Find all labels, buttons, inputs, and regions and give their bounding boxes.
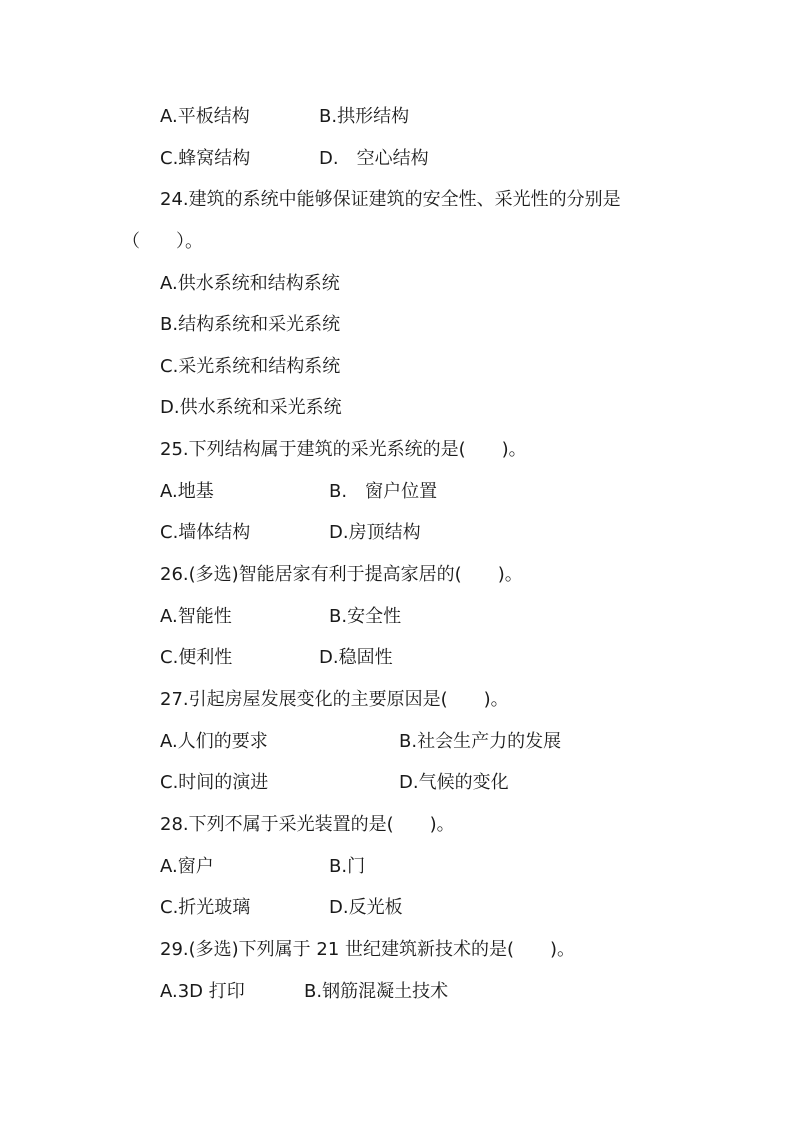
q23-option-a: A.平板结构 (160, 106, 250, 127)
q26-option-d: D.稳固性 (319, 647, 393, 668)
q26-option-c: C.便利性 (160, 647, 233, 668)
q25-option-d: D.房顶结构 (329, 522, 421, 543)
q24-option-c: C.采光系统和结构系统 (160, 356, 341, 377)
q27-option-d: D.气候的变化 (399, 772, 509, 793)
q28-stem: 28.下列不属于采光装置的是( )。 (160, 814, 455, 835)
q27-option-c: C.时间的演进 (160, 772, 269, 793)
q23-option-b: B.拱形结构 (319, 106, 410, 127)
q24-option-b: B.结构系统和采光系统 (160, 314, 341, 335)
q25-option-a: A.地基 (160, 481, 214, 502)
q29-option-a: A.3D 打印 (160, 981, 245, 1002)
q29-stem: 29.(多选)下列属于 21 世纪建筑新技术的是( )。 (160, 939, 576, 960)
q23-option-d: D. 空心结构 (319, 148, 429, 169)
q28-option-d: D.反光板 (329, 897, 403, 918)
q23-option-c: C.蜂窝结构 (160, 148, 251, 169)
q25-stem: 25.下列结构属于建筑的采光系统的是( )。 (160, 439, 527, 460)
q26-stem: 26.(多选)智能居家有利于提高家居的( )。 (160, 564, 523, 585)
q28-option-a: A.窗户 (160, 856, 214, 877)
q24-stem-line2: （ ）。 (122, 231, 203, 252)
q24-option-a: A.供水系统和结构系统 (160, 273, 340, 294)
q25-option-c: C.墙体结构 (160, 522, 251, 543)
q27-stem: 27.引起房屋发展变化的主要原因是( )。 (160, 689, 509, 710)
q26-option-b: B.安全性 (329, 606, 402, 627)
q27-option-a: A.人们的要求 (160, 731, 268, 752)
q26-option-a: A.智能性 (160, 606, 232, 627)
q24-option-d: D.供水系统和采光系统 (160, 397, 342, 418)
q24-stem-line1: 24.建筑的系统中能够保证建筑的安全性、采光性的分别是 (160, 189, 621, 210)
q29-option-b: B.钢筋混凝土技术 (304, 981, 449, 1002)
q25-option-b: B. 窗户位置 (329, 481, 438, 502)
q28-option-b: B.门 (329, 856, 366, 877)
q27-option-b: B.社会生产力的发展 (399, 731, 562, 752)
q28-option-c: C.折光玻璃 (160, 897, 251, 918)
